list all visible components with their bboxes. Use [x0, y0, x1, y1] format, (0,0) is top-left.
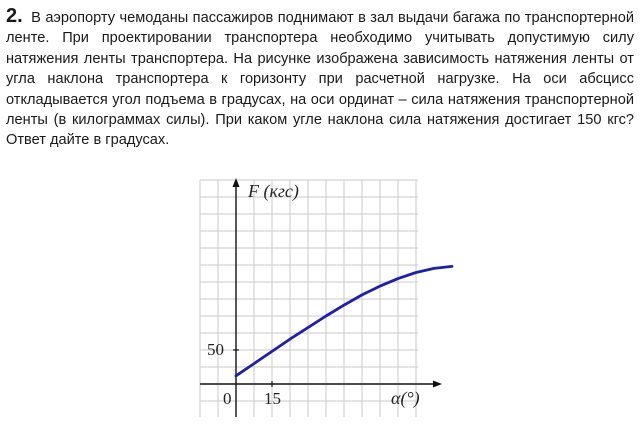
origin-label: 0 [223, 389, 232, 408]
y-axis-arrow [233, 178, 240, 187]
problem-number: 2. [6, 5, 23, 27]
x-tick-label: 15 [264, 389, 281, 408]
y-axis-label: F (кгс) [248, 181, 299, 201]
x-axis-arrow [433, 381, 442, 388]
y-tick-label: 50 [207, 340, 224, 359]
problem-text: В аэропорту чемоданы пассажиров поднимают в зал выдачи багажа по транспортерной ленте. При проектировании транспортера необходимо учитывать допустимую силу натяжения ленты транспортера. На рисунке изображена зависимость натяжения ленты от угла наклона транспортера к горизонту при расчетной нагрузке. На оси абсцисс откладывается угол подъема в градусах, на оси ординат – сила натяжения транспортерной ленты (в килограммах силы). При каком угле наклона сила натяжения достигает 150 кгс? Ответ дайте в градусах. [6, 10, 635, 149]
x-axis-label: α(°) [391, 388, 420, 408]
